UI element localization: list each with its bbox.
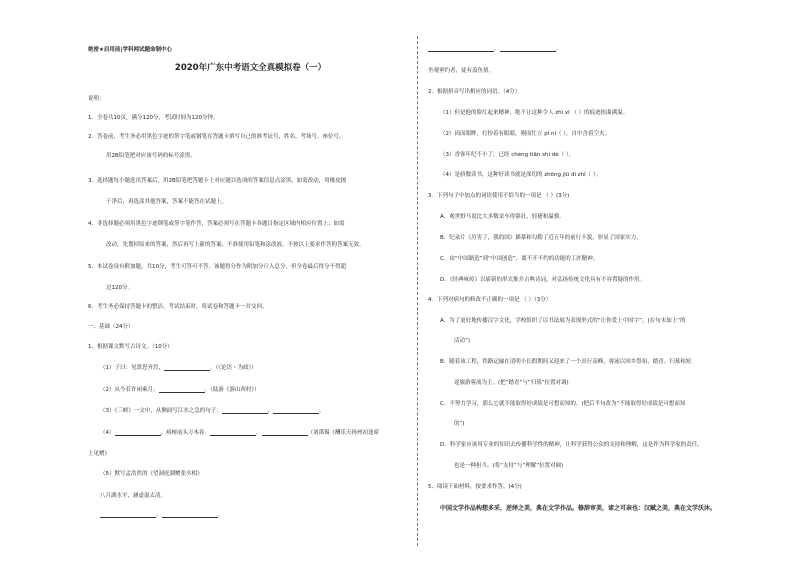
- poem-line: 八月湖水平，涵虚混太清。: [100, 493, 167, 499]
- poem-end: 坐观垂钓者，徒有羡鱼情。: [428, 68, 495, 74]
- answer-blank[interactable]: [159, 386, 205, 393]
- answer-blank[interactable]: [162, 511, 218, 518]
- instruction-4b: 改动，先划掉原来的答案，然后再写上新的答案；不准使用铅笔和涂改液。不按以上要求作答的答案无效。: [106, 242, 365, 248]
- instruction-3a: 3．选择题每小题选出答案后，用2B铅笔把答题卡上对应题目选项的答案信息点涂黑，如需改动，用橡皮擦: [88, 178, 347, 184]
- question-2-2: （2）因而眼眸，打扮着有眼睛，刚而忙立 pí ní（ ），自中含着空火。: [440, 131, 611, 137]
- instruction-3b: 干净后，再选涂其他答案，答案不能答在试题上。: [106, 199, 228, 205]
- question-1-4: （4） ，病树前头万木春。 ， （刘禹锡《酬乐天扬州初逢席: [100, 430, 380, 436]
- question-1-2: [100, 385, 260, 393]
- answer-blank[interactable]: [500, 45, 556, 52]
- answer-blank[interactable]: [273, 407, 319, 414]
- option-3b: B．纪录片《厉害了，我的国》描摹和勾勒了近五年的前行丰貌，彰显了国家实力。: [440, 235, 642, 241]
- question-1-1-prefix: （1）子曰：见贤思齐焉，: [100, 365, 165, 371]
- question-2-3: （3）香客年纪不小了，已经 chéng tiān shì dé（ ）。: [440, 152, 575, 158]
- option-4d-line2: 也是一种担当。(将“支持”与“理解”位置对调): [454, 463, 564, 469]
- question-2: 2．根据拼音写出相应的词语。（4分）: [428, 89, 521, 95]
- question-1-5-blanks: ， 。: [100, 510, 223, 518]
- instruction-5b: 过120分。: [106, 285, 133, 291]
- section1-heading: 一、基础（24分）: [88, 324, 134, 330]
- question-1-3: （3）《三峡》一文中，从侧面写江水之急的句子： ， 。: [100, 408, 325, 414]
- question-1-1: [100, 363, 257, 371]
- instruction-6: 6．考生务必保持答题卡的整洁。考试结束时，将试卷和答题卡一并交回。: [88, 304, 268, 310]
- question-1-5: （5）默写孟浩然的《望洞庭湖赠张丞相》: [100, 471, 203, 477]
- page-title: 2020年广东中考语文全真模拟卷（一）: [174, 63, 327, 73]
- poem-blanks: ， 。: [428, 44, 561, 52]
- column-divider: [417, 36, 418, 546]
- question-1: 1．根据课文默写古诗文。（10分）: [88, 344, 173, 350]
- answer-blank[interactable]: [428, 45, 494, 52]
- answer-blank[interactable]: [222, 407, 268, 414]
- question-1-2-suffix: 。（陆游《游山西村》）: [204, 387, 260, 393]
- option-3a: A．观世野马说比大多数采车得强壮，轻捷和温驯。: [440, 214, 565, 220]
- question-2-1: （1）但是他的脸红起来精神，绝不让这种令人 zhì xī （ ）的痕迹扭曲满溢。: [440, 110, 629, 116]
- question-3: 3．下列句子中加点的词语使用不恰当的一项是 （ ）(3分): [428, 193, 570, 199]
- question-1-3-text: （3）《三峡》一文中，从侧面写江水之急的句子：: [100, 408, 222, 414]
- answer-blank[interactable]: [100, 511, 156, 518]
- instruction-1: 1．全卷共10页，满分120分，考试时间为120分钟。: [88, 115, 219, 121]
- option-4b-line1: B．随着该工程，铁路运输在清明小长假期间又迎来了一个出行高峰，客流以回乡祭祖、踏青、扫墓和短: [440, 359, 692, 365]
- question-2-4: （4）是骄傲读书，这种好读书就是深切的 zhōng jiū dì zhǐ（ ）。: [440, 172, 602, 178]
- instructions-heading: 说明：: [88, 96, 105, 102]
- instruction-5a: 5．本试卷设有附加题，共10分，考生可答可不答。该题得分作为附加分计入总分，但全卷最后得分不得超: [88, 264, 347, 270]
- answer-blank[interactable]: [115, 429, 161, 436]
- option-4c-line2: 的”): [454, 421, 465, 427]
- question-1-1-suffix: 。（《论语・为政》）: [210, 365, 257, 371]
- instruction-2b: 用2B铅笔把对应该号码的标号涂黑。: [106, 153, 196, 159]
- question-5: 5．阅读下面材料，按要求作答。(4分): [428, 484, 522, 490]
- instruction-4a: 4．非选择题必须用黑色字迹钢笔或签字笔作答，答案必须写在答题卡各题目指定区域内相应位置上；如需: [88, 221, 345, 227]
- reading-material: 中国文学作品构想多采，逆绎之美，典在文学作品。修辞审美，谛之可亲也：汉赋之美，典在文学沃沐。: [440, 505, 717, 512]
- question-1-4-source-end: 上见赠》: [88, 451, 111, 457]
- option-4c-line1: C．不努力学习，那么它就不能取得好成绩是可想而知的。(把后半句改为“不能取得好成绩是可想而知: [440, 401, 686, 407]
- option-3c: C．由“中国制造”到“中国创造”，离不开不约的功能的工匠精神。: [440, 256, 599, 262]
- option-4d-line1: D．科学家应该用专业的知识去传播科学性的精神，让科学获得公众的支持和理解，这是作为科学家的责任，: [440, 442, 703, 448]
- option-4a-line1: A．为了更好地传播汉字文化，学校组织了以书法展为表现形式的“让你爱上中国字”。(在句末加上“的: [440, 318, 686, 324]
- confidential-header: 绝密★启用前|学科网试题命制中心: [88, 47, 172, 53]
- question-4: 4．下列对病句的修改不正确的一项是 （ ）（3分）: [428, 297, 552, 303]
- answer-blank[interactable]: [262, 429, 308, 436]
- option-4b-line2: 途旅游客流为主。(把“踏青”与“扫墓”位置对调): [454, 380, 569, 386]
- instruction-2a: 2．答卷前，考生务必用黑色字迹的签字笔或钢笔在答题卡填写自己的准考证号、姓名、考场号、座位号，: [88, 134, 345, 140]
- option-3d: D．《经典咏传》以崭新的形式推介古典诗词，对弘扬传统文化具有不容置疑的作用。: [440, 277, 645, 283]
- question-1-4-source: （刘禹锡《酬乐天扬州初逢席: [307, 430, 380, 436]
- option-4a-line2: 活动”): [454, 338, 470, 344]
- answer-blank[interactable]: [210, 429, 256, 436]
- question-1-2-prefix: （2）从今若许闲乘月，: [100, 387, 159, 393]
- answer-blank[interactable]: [164, 364, 210, 371]
